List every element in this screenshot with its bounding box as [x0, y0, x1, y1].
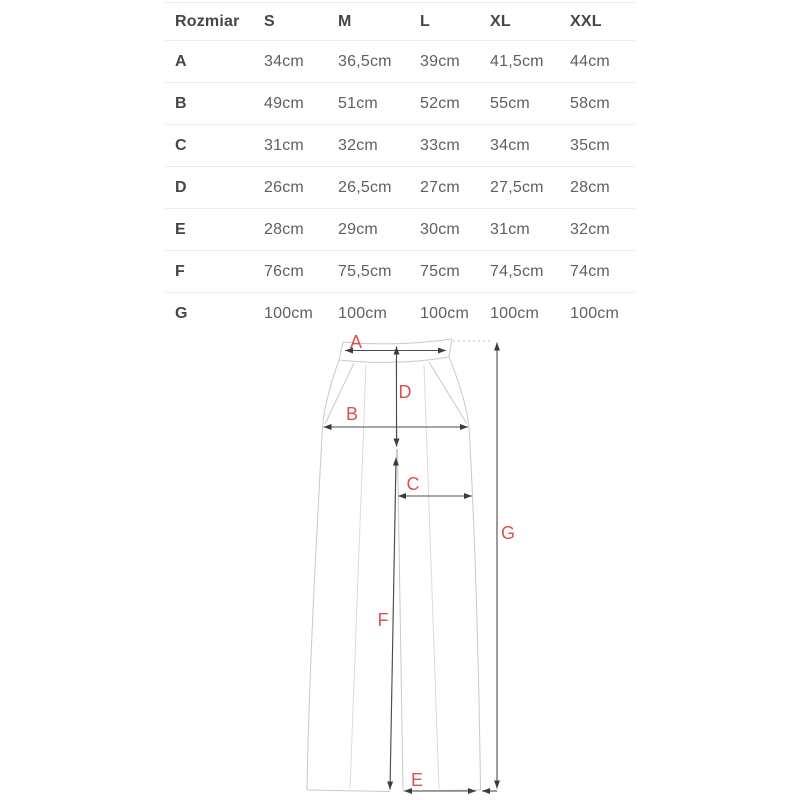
- table-cell: 29cm: [338, 220, 378, 238]
- table-cell: 100cm: [420, 304, 470, 322]
- table-cell: 100cm: [264, 304, 314, 322]
- column-header-l: L: [420, 12, 430, 30]
- table-cell: 100cm: [338, 304, 388, 322]
- dimension-label-f: F: [377, 610, 389, 630]
- row-label: D: [175, 178, 187, 196]
- table-cell: 35cm: [570, 136, 610, 154]
- table-cell: 55cm: [490, 94, 530, 112]
- dimension-label-a: A: [349, 332, 363, 352]
- table-cell: 27cm: [420, 178, 460, 196]
- table-cell: 31cm: [264, 136, 304, 154]
- table-cell: 52cm: [420, 94, 460, 112]
- table-header-size: Rozmiar: [175, 12, 240, 30]
- table-cell: 32cm: [570, 220, 610, 238]
- table-cell: 26,5cm: [338, 178, 392, 196]
- table-cell: 100cm: [570, 304, 620, 322]
- table-cell: 33cm: [420, 136, 460, 154]
- table-cell: 58cm: [570, 94, 610, 112]
- row-label: B: [175, 94, 187, 112]
- row-label: G: [175, 304, 188, 322]
- dimension-label-d: D: [398, 382, 412, 402]
- table-cell: 36,5cm: [338, 52, 392, 70]
- table-cell: 49cm: [264, 94, 304, 112]
- table-cell: 76cm: [264, 262, 304, 280]
- table-cell: 27,5cm: [490, 178, 544, 196]
- dimension-label-g: G: [500, 523, 516, 543]
- table-cell: 31cm: [490, 220, 530, 238]
- column-header-m: M: [338, 12, 352, 30]
- dimension-line-f: [390, 458, 396, 790]
- column-header-xxl: XXL: [570, 12, 602, 30]
- table-cell: 74cm: [570, 262, 610, 280]
- dimension-label-e: E: [410, 770, 424, 790]
- table-cell: 34cm: [490, 136, 530, 154]
- table-cell: 28cm: [264, 220, 304, 238]
- dimension-label-c: C: [406, 474, 420, 494]
- table-cell: 44cm: [570, 52, 610, 70]
- row-label: E: [175, 220, 186, 238]
- table-cell: 74,5cm: [490, 262, 544, 280]
- table-cell: 30cm: [420, 220, 460, 238]
- table-cell: 34cm: [264, 52, 304, 70]
- column-header-xl: XL: [490, 12, 511, 30]
- dimension-label-b: B: [345, 404, 359, 424]
- row-label: A: [175, 52, 187, 70]
- table-cell: 51cm: [338, 94, 378, 112]
- column-header-s: S: [264, 12, 275, 30]
- table-cell: 32cm: [338, 136, 378, 154]
- table-cell: 39cm: [420, 52, 460, 70]
- table-cell: 41,5cm: [490, 52, 544, 70]
- table-cell: 28cm: [570, 178, 610, 196]
- table-cell: 75,5cm: [338, 262, 392, 280]
- row-label: F: [175, 262, 185, 280]
- table-cell: 75cm: [420, 262, 460, 280]
- row-label: C: [175, 136, 187, 154]
- table-cell: 26cm: [264, 178, 304, 196]
- table-cell: 100cm: [490, 304, 540, 322]
